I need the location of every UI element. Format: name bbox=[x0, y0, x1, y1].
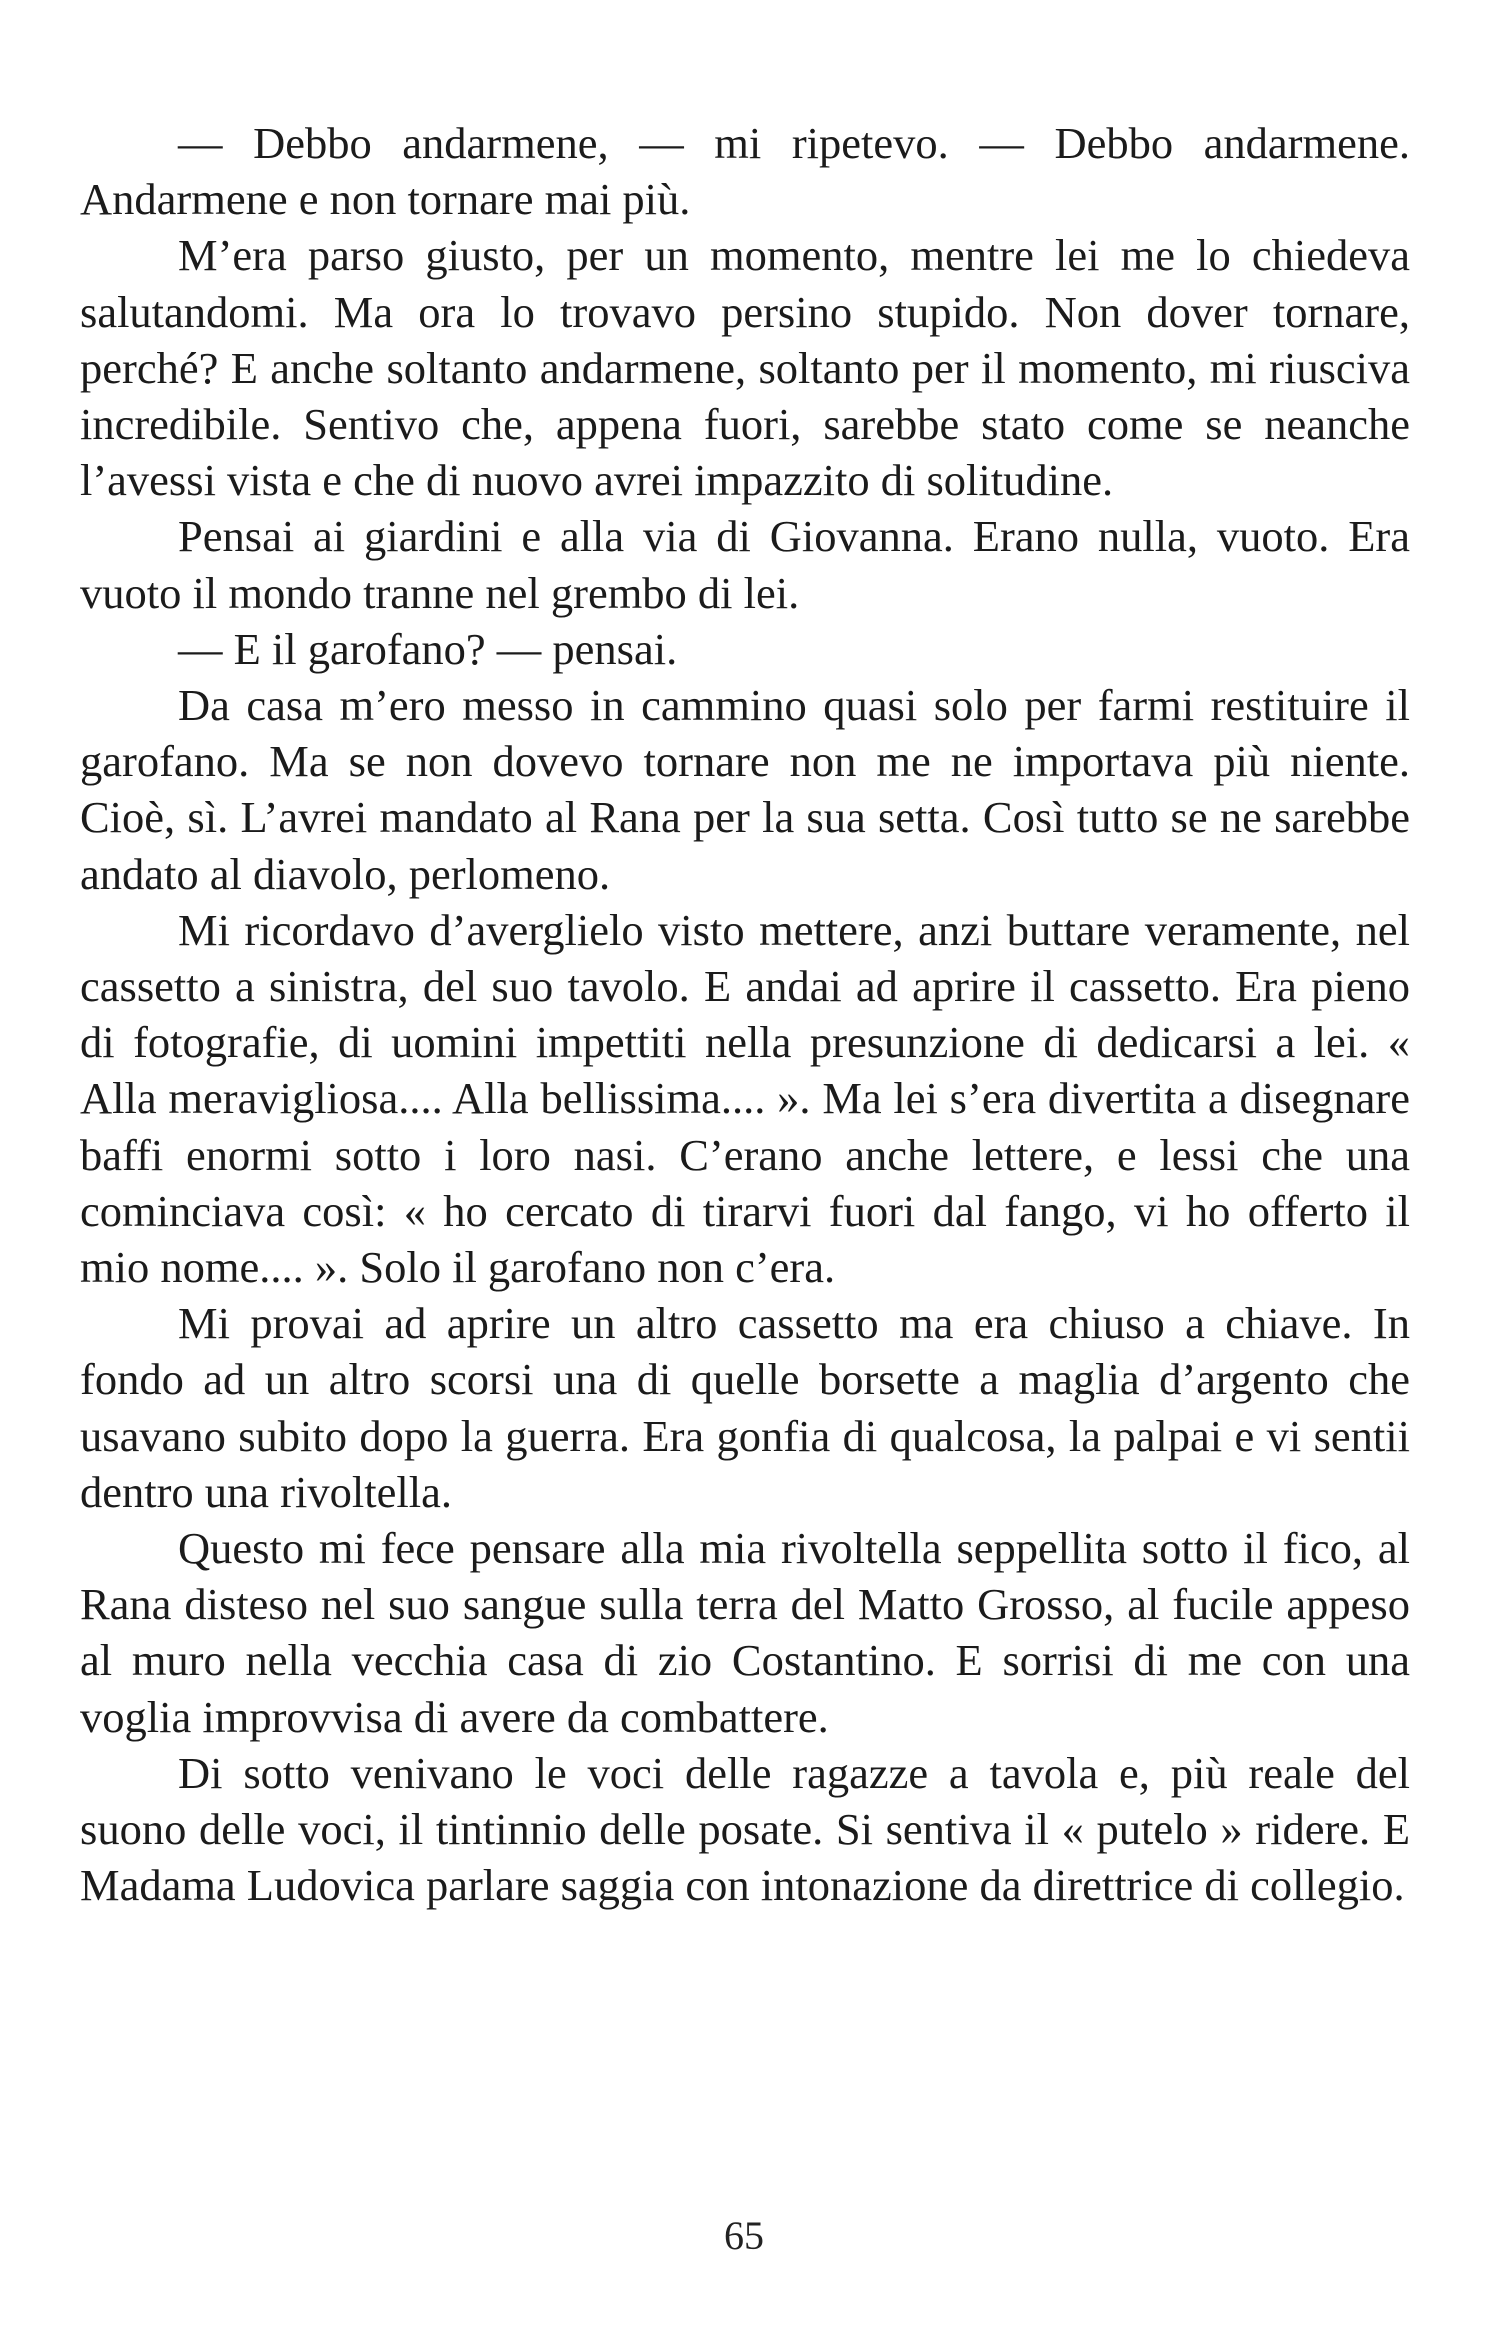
paragraph: Pensai ai giardini e alla via di Giovanna. Erano nulla, vuoto. Era vuoto il mondo tranne nel grembo di lei. bbox=[80, 511, 1410, 618]
paragraph: M’era parso giusto, per un momento, mentre lei me lo chiedeva salutandomi. Ma ora lo trovavo persino stupido. Non dover tornare, perché? E anche soltanto andarmene, soltanto per il momento, mi riusciva incredibile. Sentivo che, appena fuori, sarebbe stato come se neanche l’avessi vista e che di nuovo avrei impazzito di solitudine. bbox=[80, 230, 1410, 506]
paragraph: — Debbo andarmene, — mi ripetevo. — Debbo andarmene. Andarmene e non tornare mai più. bbox=[80, 118, 1410, 225]
paragraph: Mi ricordavo d’averglielo visto mettere, anzi buttare veramente, nel cassetto a sinistra, del suo tavolo. E andai ad aprire il cassetto. Era pieno di fotografie, di uomini impettiti nella presunzione di dedicarsi a lei. « Alla meravigliosa.... Alla bellissima.... ». Ma lei s’era divertita a disegnare baffi enormi sotto i loro nasi. C’erano anche lettere, e lessi che una cominciava così: « ho cercato di tirarvi fuori dal fango, vi ho offerto il mio nome.... ». Solo il garofano non c’era. bbox=[80, 904, 1410, 1293]
body-text bbox=[80, 115, 1410, 1914]
paragraph: Di sotto venivano le voci delle ragazze a tavola e, più reale del suono delle voci, il tintinnio delle posate. Si sentiva il « putelo » ridere. E Madama Ludovica parlare saggia con intonazione da direttrice di collegio. bbox=[80, 1747, 1410, 1911]
paragraph: Da casa m’ero messo in cammino quasi solo per farmi restituire il garofano. Ma se non dovevo tornare non me ne importava più niente. Cioè, sì. L’avrei mandato al Rana per la sua setta. Così tutto se ne sarebbe andato al diavolo, perlomeno. bbox=[80, 680, 1410, 899]
paragraph: Mi provai ad aprire un altro cassetto ma era chiuso a chiave. In fondo ad un altro scorsi una di quelle borsette a maglia d’argento che usavano subito dopo la guerra. Era gonfia di qualcosa, la palpai e vi sentii dentro una rivoltella. bbox=[80, 1298, 1410, 1517]
paragraph: Questo mi fece pensare alla mia rivoltella seppellita sotto il fico, al Rana disteso nel suo sangue sulla terra del Matto Grosso, al fucile appeso al muro nella vecchia casa di zio Costantino. E sorrisi di me con una voglia improvvisa di avere da combattere. bbox=[80, 1523, 1410, 1742]
page-number: 65 bbox=[724, 2213, 764, 2258]
paragraph: — E il garofano? — pensai. bbox=[178, 623, 678, 674]
